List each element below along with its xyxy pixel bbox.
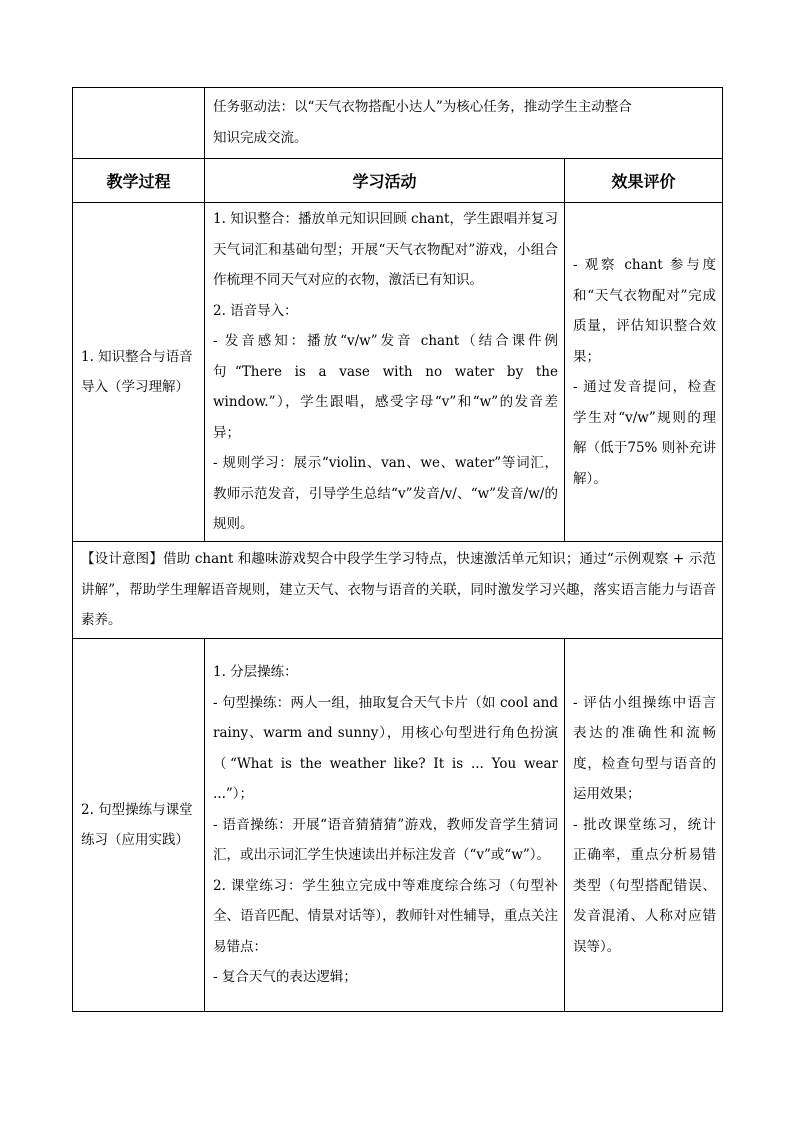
header-activities: 学习活动: [205, 159, 565, 203]
evaluation-item: - 批改课堂练习，统计正确率，重点分析易错类型（句型搭配错误、发音混淆、人称对应错误等）。: [573, 816, 716, 955]
intro-line-2: 知识完成交流。: [213, 129, 308, 146]
section2-process: 2. 句型操练与课堂练习（应用实践）: [73, 639, 205, 1012]
activity-item: - 发音感知：播放“v/w”发音 chant（结合课件例句“There is a vase with no water by the window.”），学生跟唱，感受字母“v”和“w”的发音差异；: [213, 333, 558, 441]
intro-line-1: 任务驱动法：以“天气衣物搭配小达人”为核心任务，推动学生主动整合: [213, 99, 632, 115]
evaluation-item: - 通过发音提问，检查学生对“v/w”规则的理解（低于75% 则补充讲解）。: [573, 379, 716, 487]
activity-item: - 复合天气的表达逻辑；: [213, 969, 357, 986]
activity-item: - 句型操练：两人一组，抽取复合天气卡片（如 cool and rainy、warm and sunny），用核心句型进行角色扮演（“What is the weather like? It is ... You wear ...”）；: [213, 694, 558, 803]
intro-cell: [205, 88, 723, 159]
lesson-plan-table: [72, 87, 723, 1012]
section1-evaluation: [565, 203, 723, 542]
section2-activities: [205, 639, 565, 1012]
intro-row: [73, 88, 723, 159]
activity-item: 1. 知识整合：播放单元知识回顾 chant，学生跟唱并复习天气词汇和基础句型；开展“天气衣物配对”游戏，小组合作梳理不同天气对应的衣物，激活已有知识。: [213, 211, 558, 289]
design-intent-row: [73, 542, 723, 639]
design-intent-cell: 【设计意图】借助 chant 和趣味游戏契合中段学生学习特点，快速激活单元知识；通过“示例观察 + 示范讲解”，帮助学生理解语音规则，建立天气、衣物与语音的关联，同时激发学习兴趣，落实语言能力与语音素养。: [73, 542, 723, 639]
activity-item: - 语音操练：开展“语音猜猜猜”游戏，教师发音学生猜词汇，或出示词汇学生快速读出并标注发音（“v”或“w”）。: [213, 816, 558, 864]
header-evaluation: 效果评价: [565, 159, 723, 203]
section2-evaluation: [565, 639, 723, 1012]
activity-item: 2. 语音导入：: [213, 302, 298, 319]
header-row: [73, 159, 723, 203]
section1-activities: [205, 203, 565, 542]
intro-empty-cell: [73, 88, 205, 159]
activity-item: - 规则学习：展示“violin、van、we、water”等词汇，教师示范发音，引导学生总结“v”发音/v/、“w”发音/w/的规则。: [213, 455, 558, 533]
section2-row: [73, 639, 723, 1012]
activity-item: 2. 课堂练习：学生独立完成中等难度综合练习（句型补全、语音匹配、情景对话等），教师针对性辅导，重点关注易错点：: [213, 877, 558, 955]
evaluation-item: - 评估小组操练中语言表达的准确性和流畅度，检查句型与语音的运用效果；: [573, 694, 716, 803]
activity-item: 1. 分层操练：: [213, 664, 298, 681]
section1-row: [73, 203, 723, 542]
header-process: 教学过程: [73, 159, 205, 203]
evaluation-item: - 观察 chant 参与度和“天气衣物配对”完成质量，评估知识整合效果；: [573, 257, 716, 365]
section1-process: 1. 知识整合与语音导入（学习理解）: [73, 203, 205, 542]
